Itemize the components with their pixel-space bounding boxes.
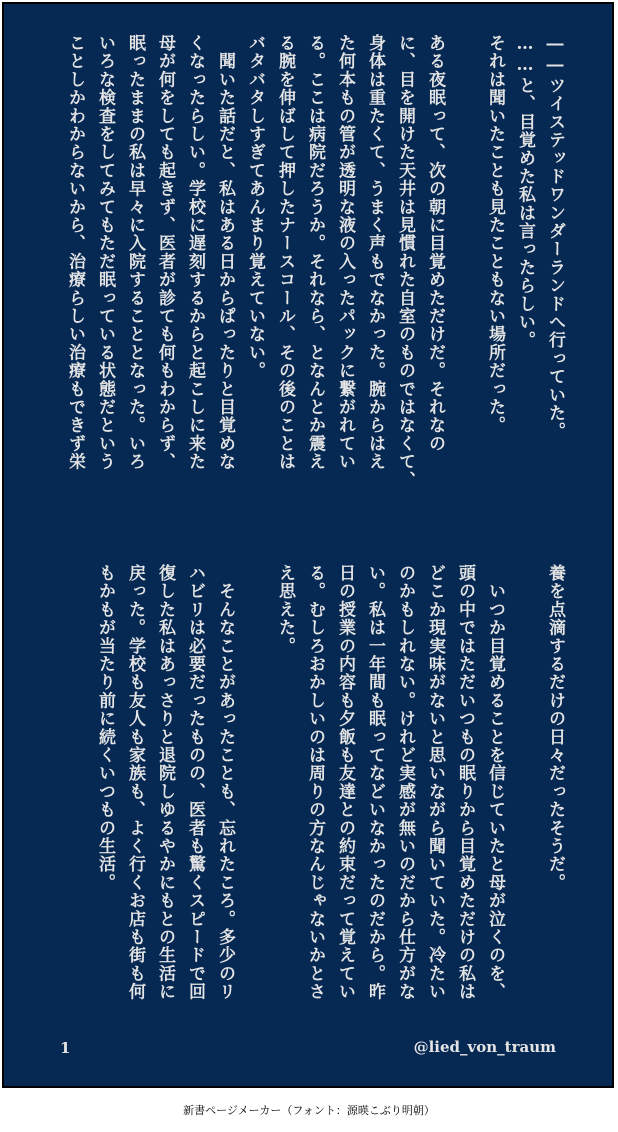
text-column: 母が何をしても起きず、医者が診ても何もわからず、 bbox=[155, 34, 175, 471]
text-column: ――ツイステッドワンダーランドへ行っていた。 bbox=[545, 34, 565, 441]
text-column bbox=[240, 564, 270, 994]
page-number: 1 bbox=[60, 1039, 71, 1057]
text-column: いろな検査をしてみてもただ眠っている状態だという bbox=[95, 34, 115, 471]
book-page bbox=[2, 2, 614, 1088]
upper-text-block bbox=[60, 34, 570, 534]
text-column: どこか現実味がないと思いながら聞いていた。冷たい bbox=[425, 564, 445, 1001]
text-column: ハビリは必要だったものの、医者も驚くスピードで回 bbox=[185, 564, 205, 1001]
text-column: もかもが当たり前に続くいつもの生活。 bbox=[95, 564, 115, 892]
text-column: ……と、目覚めた私は言ったらしい。 bbox=[515, 34, 535, 350]
text-column: くなったらしい。学校に遅刻するからと起こしに来た bbox=[185, 34, 205, 471]
lower-text-block bbox=[90, 564, 570, 1001]
text-column: いつか目覚めることを信じていたと母が泣くのを、 bbox=[485, 564, 505, 1001]
text-column: 眠ったままの私は早々に入院することとなった。いろ bbox=[125, 34, 145, 471]
text-column: ある夜眠って、次の朝に目覚めただけだ。それなの bbox=[425, 34, 445, 453]
text-column: 身体は重たくて、うまく声もでなかった。腕からはえ bbox=[365, 34, 385, 471]
text-column: る。ここは病院だろうか。それなら、となんとか震え bbox=[305, 34, 325, 471]
text-column: のかもしれない。けれど実感が無いのだから仕方がな bbox=[395, 564, 415, 1001]
text-column: バタバタしすぎてあんまり覚えていない。 bbox=[245, 34, 265, 380]
text-column: 戻った。学校も友人も家族も、よく行くお店も街も何 bbox=[125, 564, 145, 1001]
text-column: 頭の中ではただいつもの眠りから目覚めただけの私は bbox=[455, 564, 475, 1001]
text-column: そんなことがあったことも、忘れたころ。多少のリ bbox=[215, 564, 235, 1001]
text-column: 復した私はあっさりと退院しゆるやかにもとの生活に bbox=[155, 564, 175, 1001]
text-column: た何本もの管が透明な液の入ったパックに繋がれてい bbox=[335, 34, 355, 471]
text-column: る腕を伸ばして押したナースコール、その後のことは bbox=[275, 34, 295, 471]
text-column: ことしかわからないから、治療らしい治療もできず栄 bbox=[65, 34, 85, 471]
footer-caption: 新書ページメーカー（フォント：源暎こぶり明朝） bbox=[183, 1104, 435, 1117]
author-handle: @lied_von_traum bbox=[413, 1038, 556, 1056]
text-column: い。私は一年間も眠ってなどいなかったのだから。昨 bbox=[365, 564, 385, 1001]
text-column: 日の授業の内容も夕飯も友達との約束だって覚えてい bbox=[335, 564, 355, 1001]
text-column: それは聞いたことも見たこともない場所だった。 bbox=[485, 34, 505, 435]
text-column: る。むしろおかしいのは周りの方なんじゃないかとさ bbox=[305, 564, 325, 1001]
text-column bbox=[450, 34, 480, 534]
text-column: え思えた。 bbox=[275, 564, 295, 655]
text-column: 聞いた話だと、私はある日からぱったりと目覚めな bbox=[215, 34, 235, 471]
text-column: に、目を開けた天井は見慣れた自室のものではなくて、 bbox=[395, 34, 415, 489]
text-column: 養を点滴するだけの日々だったそうだ。 bbox=[545, 564, 565, 892]
text-column bbox=[510, 564, 540, 994]
